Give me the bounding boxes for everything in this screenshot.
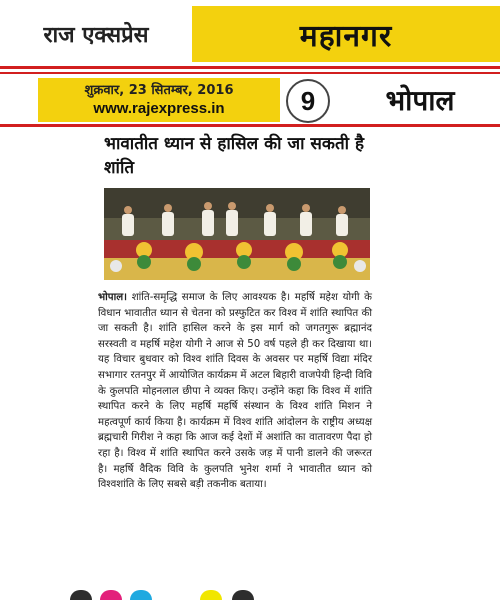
- website-link[interactable]: www.rajexpress.in: [93, 100, 225, 117]
- date-strip: [0, 78, 500, 122]
- article: [98, 130, 376, 580]
- section-title: महानगर: [192, 6, 500, 62]
- registration-mark-black: [70, 590, 92, 600]
- page-number: 9: [286, 79, 330, 123]
- city-name: भोपाल: [385, 84, 455, 117]
- paper-name: राज एक्सप्रेस: [0, 6, 192, 62]
- registration-mark-magenta: [100, 590, 122, 600]
- article-body-text: शांति-समृद्धि समाज के लिए आवश्यक है। महर्षि महेश योगी के विधान भावातीत ध्यान से चेतना को प्रस्फुटित कर विश्व में शांति स्थापित की जा सकती है। शांति हासिल करने के इस मार्ग को जगतगुरू ब्रह्मानंद सरस्वती व महर्षि महेश योगी ने आज से 50 वर्ष पहले ही कर दिखाया था। यह विचार बुधवार को विश्व शांति दिवस के अवसर पर महर्षि विद्या मंदिर सभागार रतनपुर में आयोजित कार्यक्रम में अटल बिहारी वाजपेयी हिन्दी विवि के कुलपति मोहनलाल छीपा ने व्यक्त किए। उन्होंने कहा कि विश्व में शांति स्थापित करने के लिए महर्षि महर्षि संस्थान के विश्व शांति मिशन ने महत्वपूर्ण कार्य किया है। कार्यक्रम में विश्व शांति आंदोलन के राष्ट्रीय अध्यक्ष ब्रह्मचारी गिरीश ने कहा कि आज कई देशों में अशांति का वातावरण पैदा हो रहा है। विश्व में शांति स्थापित करने उसके जड़ में पानी डालने की जरूरत है। महर्षि वैदिक विवि के कुलपति भुनेश शर्मा ने भावातीत ध्यान को विश्वशांति के लिए सबसे बड़ी तकनीक बताया।: [98, 292, 372, 491]
- strip-spacer: [0, 78, 36, 122]
- issue-date: शुक्रवार, 23 सितम्बर, 2016: [84, 83, 234, 98]
- print-registration-marks: [60, 590, 360, 600]
- article-headline: भावातीत ध्यान से हासिल की जा सकती है शांति: [104, 134, 364, 178]
- event-photo: [104, 188, 370, 280]
- registration-mark-yellow: [200, 590, 222, 600]
- registration-mark-black-2: [232, 590, 254, 600]
- registration-mark-cyan: [130, 590, 152, 600]
- article-body: [98, 290, 372, 493]
- masthead-rule: [0, 66, 500, 69]
- article-dateline: भोपाल।: [98, 292, 127, 303]
- masthead-rule-thin: [0, 72, 500, 74]
- strip-rule: [0, 124, 500, 127]
- date-box: [38, 78, 280, 122]
- event-photo-illustration: [104, 188, 370, 280]
- masthead: [0, 0, 500, 68]
